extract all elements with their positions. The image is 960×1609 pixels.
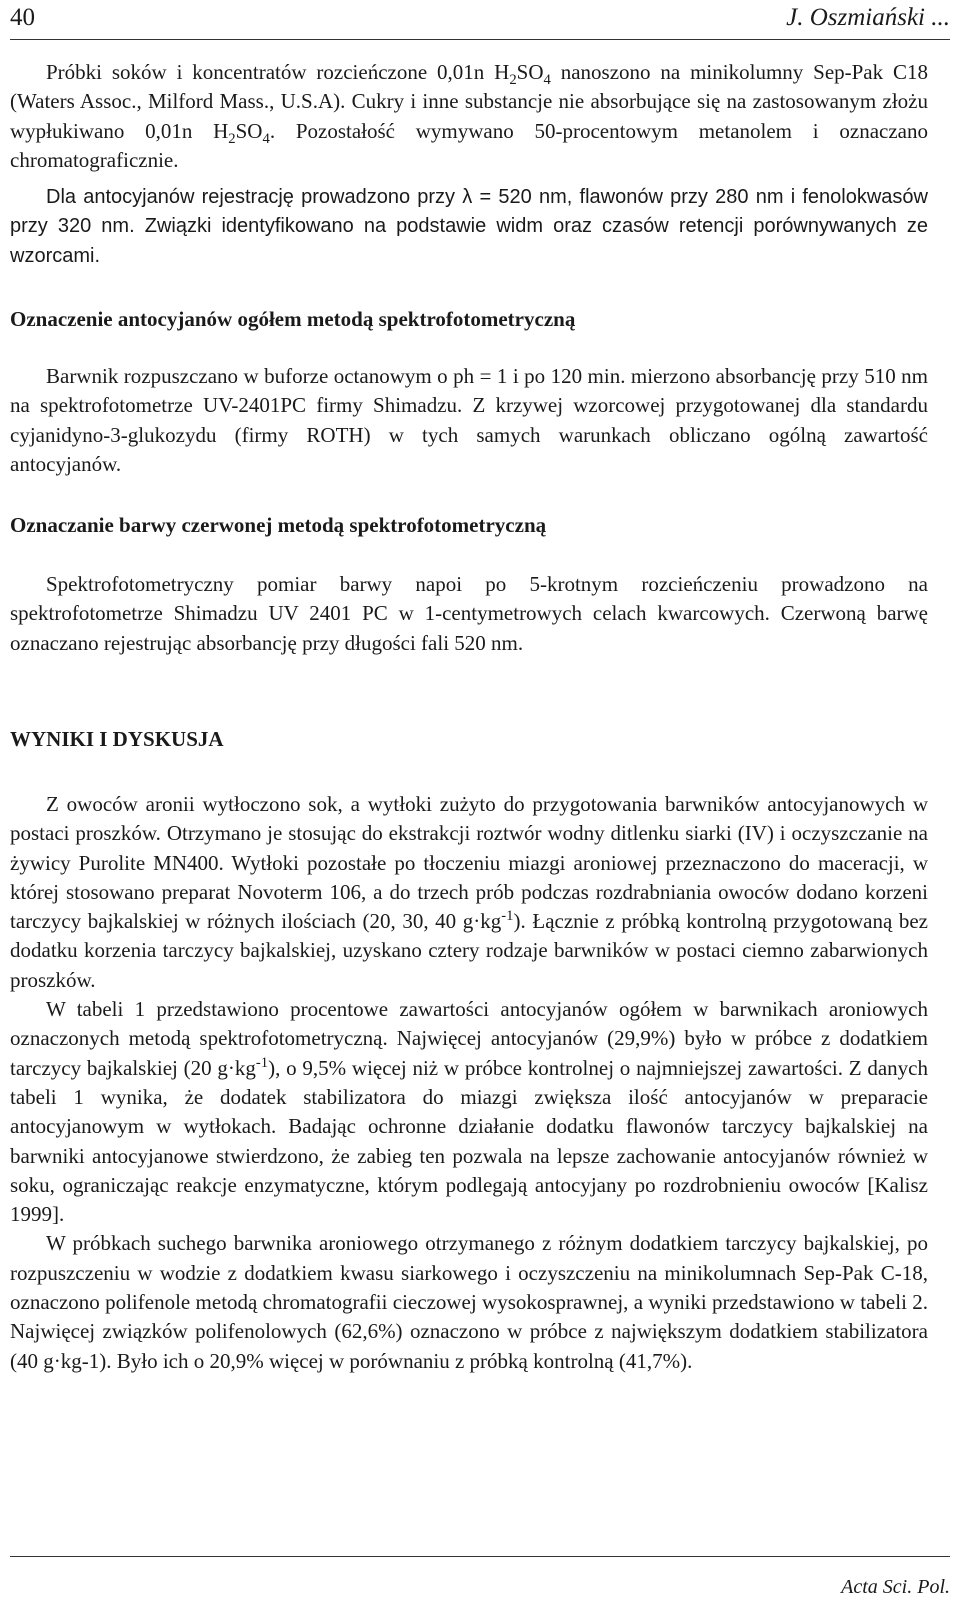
- results-title: WYNIKI I DYSKUSJA: [10, 727, 224, 751]
- subscript: 2: [509, 72, 517, 89]
- superscript: -1: [501, 908, 514, 925]
- text-run: ). Łącznie z próbką kontrolną przygotowaną bez dodatku korzenia tarczycy bajkalskiej, uzyskano cztery rodzaje barwników w postaci ciemno zabarwionych proszków.: [10, 909, 929, 992]
- methods-paragraph-1: [10, 58, 928, 175]
- subscript: 4: [543, 72, 551, 89]
- methods-paragraph-2: [10, 183, 928, 271]
- results-paragraph-3: W próbkach suchego barwnika aroniowego otrzymanego z różnym dodatkiem tarczycy bajkalskiej, po rozpuszczeniu w wodzie z dodatkiem kwasu siarkowego i oczyszczeniu na minikolumnach Sep-Pak C-18, oznaczono polifenole metodą chromatografii cieczowej wysokosprawnej, a wyniki przedstawiono w tabeli 2. Najwięcej związków polifenolowych (62,6%) oznaczono w próbce z największym dodatkiem stabilizatora (40 g·kg-1). Było ich o 20,9% więcej w porównaniu z próbką kontrolną (41,7%).: [10, 1231, 928, 1373]
- subscript: 2: [228, 130, 236, 147]
- anthocyanins-heading: Oznaczenie antocyjanów ogółem metodą spektrofotometryczną: [10, 307, 576, 331]
- results-paragraph-1: [10, 790, 928, 995]
- page-header: [10, 0, 950, 34]
- footer-rule: [10, 1556, 950, 1557]
- text-run: nanoszono na minikolumny Sep-Pak C18 (Waters Assoc., Milford Mass., U.S.A). Cukry i inne substancje nie absorbujące się na zastosowanym złożu wypłukiwano 0,01n H: [10, 60, 929, 143]
- text-run: SO: [235, 118, 263, 143]
- header-rule: [10, 39, 950, 40]
- text-run: ), o 9,5% więcej niż w próbce kontrolnej o najmniejszej zawartości. Z danych tabeli 1 wynika, że dodatek stabilizatora do miazgi zwiększa ilość antocyjanów w preparacie antocyjanowym w wytłokach. Badając ochronne działanie dodatku flawonów tarczycy bajkalskiej na barwniki antocyjanowe stwierdzono, że zabieg ten pozwala na lepsze zachowanie antocyjanów również w soku, ograniczając reakcje enzymatyczne, którym podlegają antocyjany po rozdrobnieniu owoców [Kalisz 1999].: [10, 1055, 928, 1227]
- methods-paragraph-2-text: Dla antocyjanów rejestrację prowadzono przy λ = 520 nm, flawonów przy 280 nm i fenolokwasów przy 320 nm. Związki identyfikowano na podstawie widm oraz czasów retencji porównywanych ze wzorcami.: [10, 186, 928, 267]
- red-color-heading: Oznaczanie barwy czerwonej metodą spektrofotometryczną: [10, 513, 547, 537]
- running-head: J. Oszmiański ...: [786, 4, 950, 31]
- page-number: 40: [10, 4, 35, 31]
- red-color-paragraph-text: Spektrofotometryczny pomiar barwy napoi po 5-krotnym rozcieńczeniu prowadzono na spektrofotometrze Shimadzu UV 2401 PC w 1-centymetrowych celach kwarcowych. Czerwoną barwę oznaczano rejestrując absorbancję przy długości fali 520 nm.: [10, 572, 928, 655]
- subscript: 4: [262, 130, 270, 147]
- anthocyanins-paragraph: [10, 362, 928, 479]
- results-paragraph-2: [10, 995, 928, 1229]
- anthocyanins-paragraph-text: Barwnik rozpuszczano w buforze octanowym o ph = 1 i po 120 min. mierzono absorbancję przy 510 nm na spektrofotometrze UV-2401PC firmy Shimadzu. Z krzywej wzorcowej przygotowanej dla standardu cyjanidyno-3-glukozydu (firmy ROTH) w tych samych warunkach obliczano ogólną zawartość antocyjanów.: [10, 364, 928, 476]
- red-color-paragraph: [10, 570, 928, 658]
- superscript: -1: [255, 1054, 269, 1071]
- text-run: Próbki soków i koncentratów rozcieńczone 0,01n H: [46, 60, 510, 84]
- text-run: SO: [516, 60, 544, 84]
- text-run: Z owoców aronii wytłoczono sok, a wytłoki zużyto do przygotowania barwników antocyjanowych w postaci proszków. Otrzymano je stosując do ekstrakcji roztwór wodny ditlenku siarki (IV) i oczyszczanie na żywicy Purolite MN400. Wytłoki pozostałe po tłoczeniu miazgi aroniowej przeznaczono do maceracji, w której stosowano preparat Novoterm 106, a do trzech prób podczas rozdrabniania owoców dodano korzeni tarczycy bajkalskiej w różnych ilościach (20, 30, 40 g·kg: [10, 792, 928, 934]
- results-body: [10, 790, 928, 1376]
- text-run: W tabeli 1 przedstawiono procentowe zawartości antocyjanów ogółem w barwnikach aroniowych oznaczonych metodą spektrofotometryczną. Najwięcej antocyjanów (29,9%) było w próbce z dodatkiem tarczycy bajkalskiej (20 g·kg: [10, 997, 928, 1080]
- journal-name: Acta Sci. Pol.: [841, 1576, 950, 1598]
- text-run: . Pozostałość wymywano 50-procentowym metanolem i oznaczano chromatograficznie.: [10, 118, 928, 172]
